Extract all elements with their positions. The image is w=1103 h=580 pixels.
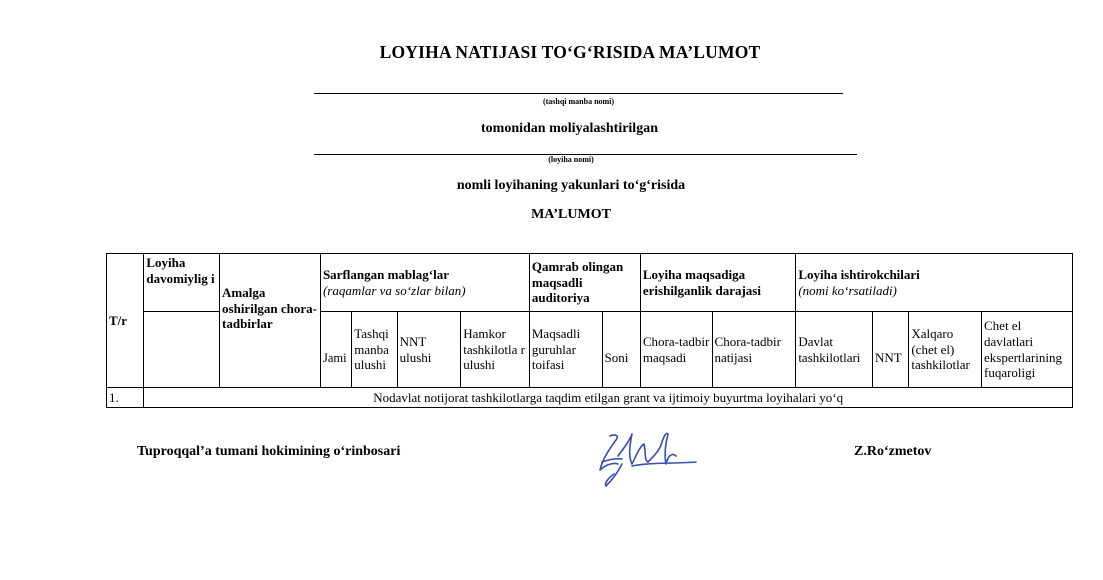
header-activities: Amalga oshirilgan chora-tadbirlar xyxy=(220,254,321,388)
header-audience: Qamrab olingan maqsadli auditoriya xyxy=(529,254,640,312)
signer-name: Z.Ro‘zmetov xyxy=(854,444,932,459)
sub-state-orgs: Davlat tashkilotlari xyxy=(796,312,873,388)
results-table xyxy=(106,253,1073,408)
header-funds-note: (raqamlar va so‘zlar bilan) xyxy=(322,282,466,298)
sub-partner-share: Hamkor tashkilotla r ulushi xyxy=(461,312,530,388)
row-number: 1. xyxy=(107,388,144,408)
header-funds-label: Sarflangan mablag‘lar xyxy=(322,266,449,282)
sub-external-share: Tashqi manba ulushi xyxy=(352,312,397,388)
signer-position: Tuproqqal’a tumani hokimining o‘rinbosari xyxy=(137,444,401,459)
sub-activity-result: Chora-tadbir natijasi xyxy=(712,312,796,388)
info-heading: MA’LUMOT xyxy=(531,207,611,222)
document-title: LOYIHA NATIJASI TO‘G‘RISIDA MA’LUMOT xyxy=(379,42,761,62)
header-participants-note: (nomi ko‘rsatiladi) xyxy=(798,282,897,298)
sub-nnt: NNT xyxy=(873,312,909,388)
project-results-text: nomli loyihaning yakunlari to‘g‘risida xyxy=(456,178,686,193)
source-name-line xyxy=(314,93,843,94)
signature-icon xyxy=(592,426,702,494)
sub-intl-orgs: Xalqaro (chet el) tashkilotlar xyxy=(909,312,982,388)
header-duration: Loyiha davomiylig i xyxy=(144,254,220,312)
sub-activity-goal: Chora-tadbir maqsadi xyxy=(640,312,712,388)
table-row xyxy=(107,388,1073,408)
header-tr: T/r xyxy=(107,254,144,388)
sub-jami: Jami xyxy=(320,312,351,388)
sub-count: Soni xyxy=(602,312,640,388)
source-name-caption: (tashqi manba nomi) xyxy=(542,97,615,106)
header-duration-empty xyxy=(144,312,220,388)
funded-by-text: tomonidan moliyalashtirilgan xyxy=(481,121,658,136)
header-participants xyxy=(796,254,1073,312)
row-text: Nodavlat notijorat tashkilotlarga taqdim etilgan grant va ijtimoiy buyurtma loyihalari yo‘q xyxy=(144,388,1073,408)
sub-foreign-experts: Chet el davlatlari ekspertlarining fuqaroligi xyxy=(982,312,1073,388)
header-level: Loyiha maqsadiga erishilganlik darajasi xyxy=(640,254,795,312)
header-participants-label: Loyiha ishtirokchilari xyxy=(798,266,920,282)
sub-nnt-share: NNT ulushi xyxy=(397,312,461,388)
sub-target-groups: Maqsadli guruhlar toifasi xyxy=(529,312,602,388)
header-funds xyxy=(320,254,529,312)
project-name-caption: (loyiha nomi) xyxy=(548,155,594,164)
